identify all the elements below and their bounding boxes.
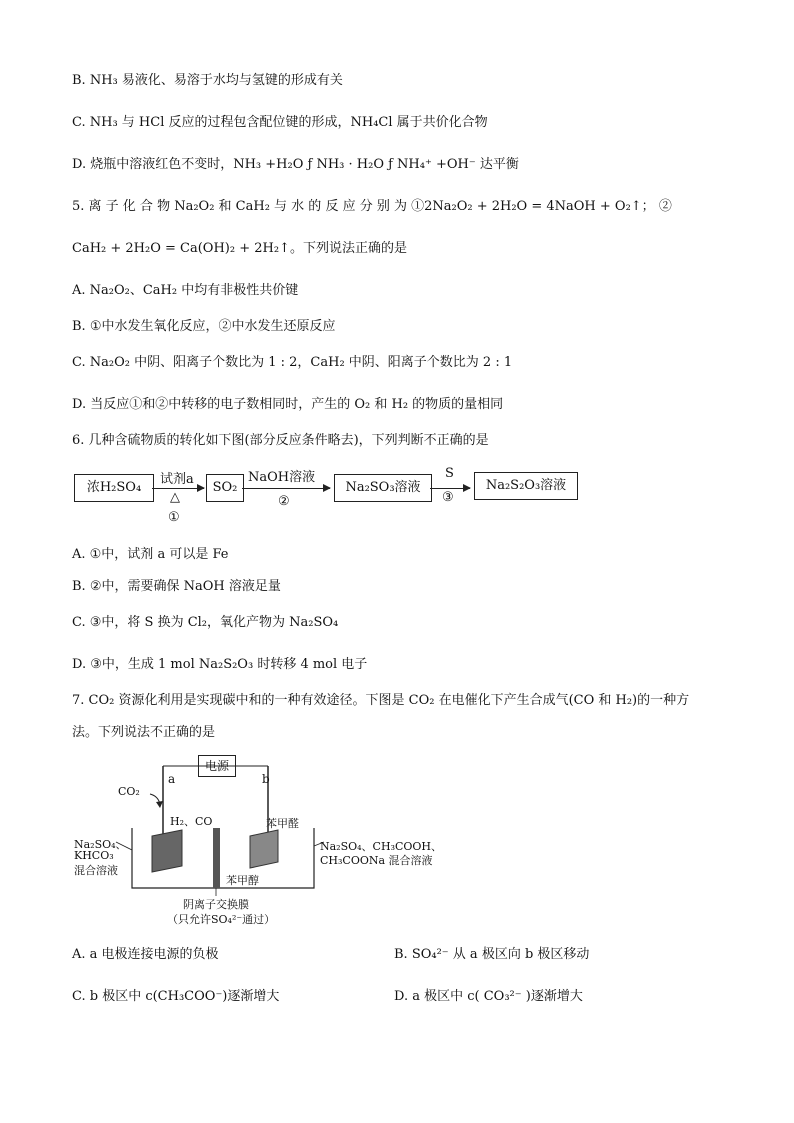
question-6-option-c: C. ③中，将 S 换为 Cl₂，氧化产物为 Na₂SO₄ bbox=[72, 615, 339, 630]
question-7-stem-line1: 7. CO₂ 资源化利用是实现碳中和的一种有效途径。下图是 CO₂ 在电催化下产生合成气(CO 和 H₂)的一种方 bbox=[72, 693, 690, 708]
flow-arrow-1-heat: △ bbox=[170, 490, 180, 505]
flow-arrow-2-reagent: NaOH溶液 bbox=[248, 470, 316, 485]
question-5-option-a: A. Na₂O₂、CaH₂ 中均有非极性共价键 bbox=[72, 283, 299, 298]
question-7-stem-line2: 法。下列说法不正确的是 bbox=[72, 725, 216, 740]
flow-box-concentrated-sulfuric-acid: 浓H₂SO₄ bbox=[74, 474, 154, 502]
left-solution-line2: KHCO₃ bbox=[74, 849, 114, 862]
left-solution-line1: Na₂SO₄、 bbox=[74, 838, 127, 851]
membrane-label-line1: 阴离子交换膜 bbox=[183, 898, 249, 911]
flow-box-so2: SO₂ bbox=[206, 474, 244, 502]
question-6-option-a: A. ①中，试剂 a 可以是 Fe bbox=[72, 547, 229, 562]
flow-arrow-2 bbox=[242, 488, 330, 489]
flow-arrow-3 bbox=[430, 488, 470, 489]
question-5-option-b: B. ①中水发生氧化反应，②中水发生还原反应 bbox=[72, 319, 336, 334]
question-5-option-d: D. 当反应①和②中转移的电子数相同时，产生的 O₂ 和 H₂ 的物质的量相同 bbox=[72, 397, 504, 412]
benzyl-alcohol-label: 苯甲醇 bbox=[226, 874, 259, 887]
right-solution-line1: Na₂SO₄、CH₃COOH、 bbox=[320, 840, 443, 853]
flow-arrow-1-reagent: 试剂a bbox=[160, 472, 194, 487]
question-7-option-b: B. SO₄²⁻ 从 a 极区向 b 极区移动 bbox=[394, 947, 590, 962]
membrane-label-line2: （只允许SO₄²⁻通过） bbox=[167, 913, 276, 926]
flow-arrow-1 bbox=[152, 488, 204, 489]
question-5-stem-line2: CaH₂ + 2H₂O = Ca(OH)₂ + 2H₂↑。下列说法正确的是 bbox=[72, 241, 407, 256]
benzaldehyde-label: 苯甲醛 bbox=[266, 817, 299, 830]
flow-arrow-3-reagent: S bbox=[445, 466, 454, 481]
question-7-option-c: C. b 极区中 c(CH₃COO⁻)逐渐增大 bbox=[72, 989, 280, 1004]
question-6-option-d: D. ③中，生成 1 mol Na₂S₂O₃ 时转移 4 mol 电子 bbox=[72, 657, 368, 672]
co2-label: CO₂ bbox=[118, 785, 140, 798]
flow-box-sodium-sulfite: Na₂SO₃溶液 bbox=[334, 474, 432, 502]
right-solution-line2: CH₃COONa 混合溶液 bbox=[320, 854, 433, 867]
option-d-equilibrium: D. 烧瓶中溶液红色不变时，NH₃ +H₂O ƒ NH₃ · H₂O ƒ NH₄⁺ +OH⁻ 达平衡 bbox=[72, 157, 519, 172]
question-6-option-b: B. ②中，需要确保 NaOH 溶液足量 bbox=[72, 579, 281, 594]
flow-box-sodium-thiosulfate: Na₂S₂O₃溶液 bbox=[474, 472, 578, 500]
left-solution-line3: 混合溶液 bbox=[74, 864, 118, 877]
option-c-nh3-hcl: C. NH₃ 与 HCl 反应的过程包含配位键的形成，NH₄Cl 属于共价化合物 bbox=[72, 115, 488, 130]
h2-co-label: H₂、CO bbox=[170, 815, 213, 828]
power-supply-box: 电源 bbox=[198, 755, 236, 777]
question-7-option-a: A. a 电极连接电源的负极 bbox=[72, 947, 219, 962]
flow-step-3-label: ③ bbox=[442, 490, 454, 505]
question-5-stem-line1: 5. 离 子 化 合 物 Na₂O₂ 和 CaH₂ 与 水 的 反 应 分 别 为 ①2Na₂O₂ + 2H₂O = 4NaOH + O₂↑； ② bbox=[72, 199, 672, 214]
electrode-a-label: a bbox=[168, 772, 176, 786]
flow-step-2-label: ② bbox=[278, 494, 290, 509]
question-5-option-c: C. Na₂O₂ 中阴、阳离子个数比为 1 : 2，CaH₂ 中阴、阳离子个数比为 2 : 1 bbox=[72, 355, 513, 370]
question-6-stem: 6. 几种含硫物质的转化如下图(部分反应条件略去)，下列判断不正确的是 bbox=[72, 433, 489, 448]
option-b-nh3: B. NH₃ 易液化、易溶于水均与氢键的形成有关 bbox=[72, 73, 343, 88]
question-7-option-d: D. a 极区中 c( CO₃²⁻ )逐渐增大 bbox=[394, 989, 583, 1004]
electrode-b-label: b bbox=[262, 772, 270, 786]
flow-step-1-label: ① bbox=[168, 510, 180, 525]
